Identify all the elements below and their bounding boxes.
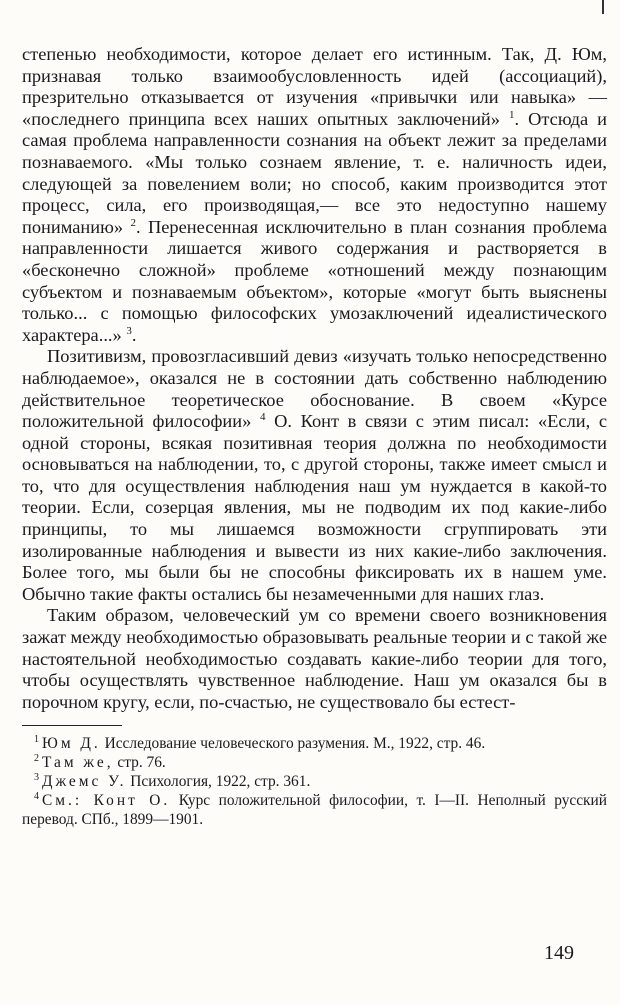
footnote-marker: 2	[130, 216, 136, 229]
footnote-marker: 1	[508, 108, 515, 121]
footnote	[22, 772, 607, 791]
footnotes	[22, 734, 607, 829]
footnote-text: Курс положительной философии, т. I—II. Неполный русский перевод. СПб., 1899—1901.	[22, 792, 607, 829]
footnote-number: 2	[34, 753, 39, 765]
text-run: О. Конт в связи с этим писал: «Если, с одной стороны, всякая позитивная теория должна по необходимости основываться на наблюдении, то, с другой стороны, также имеет смысл и то, что для осуществления наблюдения наш ум нуждается в какой-то теории. Если, созерцая явления, мы не подводим их под какие-либо принципы, то мы лишаемся возможности сгруппировать эти изолированные наблюдения и вывести из них какие-либо заключения. Более того, мы были бы не способны фиксировать их в нашем уме. Обычно такие факты остались бы незамеченными для наших глаз.	[22, 411, 607, 604]
footnote-number: 4	[34, 791, 39, 803]
footnote	[22, 753, 607, 772]
paragraph	[22, 44, 607, 346]
footnote	[22, 734, 607, 753]
footnote-marker: 4	[259, 410, 266, 423]
paragraph	[22, 346, 607, 605]
footnote-number: 1	[34, 734, 39, 746]
text-run: степенью необходимости, которое делает его истинным. Так, Д. Юм, признавая только взаимообусловленность идей (ассоциаций), презрительно отказывается от изучения «привычки или навыка» — «последнего принципа всех наших опытных заключений»	[22, 44, 607, 129]
footnote-number: 3	[34, 772, 39, 784]
footnote-text: Психология, 1922, стр. 361.	[126, 773, 311, 791]
footnote	[22, 791, 607, 829]
paragraph	[22, 605, 607, 713]
footnote-text: Исследование человеческого разумения. М., 1922, стр. 46.	[100, 735, 486, 753]
text-run: . Отсюда и самая проблема направленности сознания на объект лежит за пределами познаваемого. «Мы только сознаем явление, т. е. наличность идеи, следующей за повелением воли; но способ, каким производится этот процесс, сила, его производящая,— все это недоступно нашему пониманию»	[22, 108, 608, 237]
text-run: . Перенесенная исключительно в план сознания проблема направленности лишается живого содержания и растворяется в «бесконечно сложной» проблеме «отношений между познающим субъектом и познаваемым объектом», которые «могут быть выяснены только... с помощью философских умозаключений идеалистического характера...»	[22, 216, 607, 345]
main-text	[22, 44, 607, 713]
footnote-text: стр. 76.	[113, 754, 166, 772]
footnote-author: См.: Конт О.	[42, 792, 171, 810]
footnote-author: Юм Д.	[42, 735, 101, 753]
footnote-author: Джемс У.	[42, 773, 127, 791]
footnote-marker: 3	[126, 324, 132, 337]
footnote-author: Там же,	[42, 754, 114, 772]
text-run: .	[131, 324, 137, 345]
page-number: 149	[544, 942, 574, 964]
text-run: Таким образом, человеческий ум со времени своего возникновения зажат между необходимостью образовывать реальные теории и с такой же настоятельной необходимостью создавать какие-либо теории для того, чтобы осуществлять чувственное наблюдение. Наш ум оказался бы в порочном кругу, если, по-счастью, не существовало бы естест-	[22, 605, 607, 712]
footnote-divider	[22, 725, 122, 726]
book-page	[22, 44, 607, 829]
text-run: Позитивизм, провозгласивший девиз «изучать только непосредственно наблюдаемое», оказался не в состоянии дать собственно наблюдению действительное теоретическое обоснование. В своем «Курсе положительной философии»	[22, 346, 607, 432]
scan-corner-mark	[602, 0, 604, 14]
